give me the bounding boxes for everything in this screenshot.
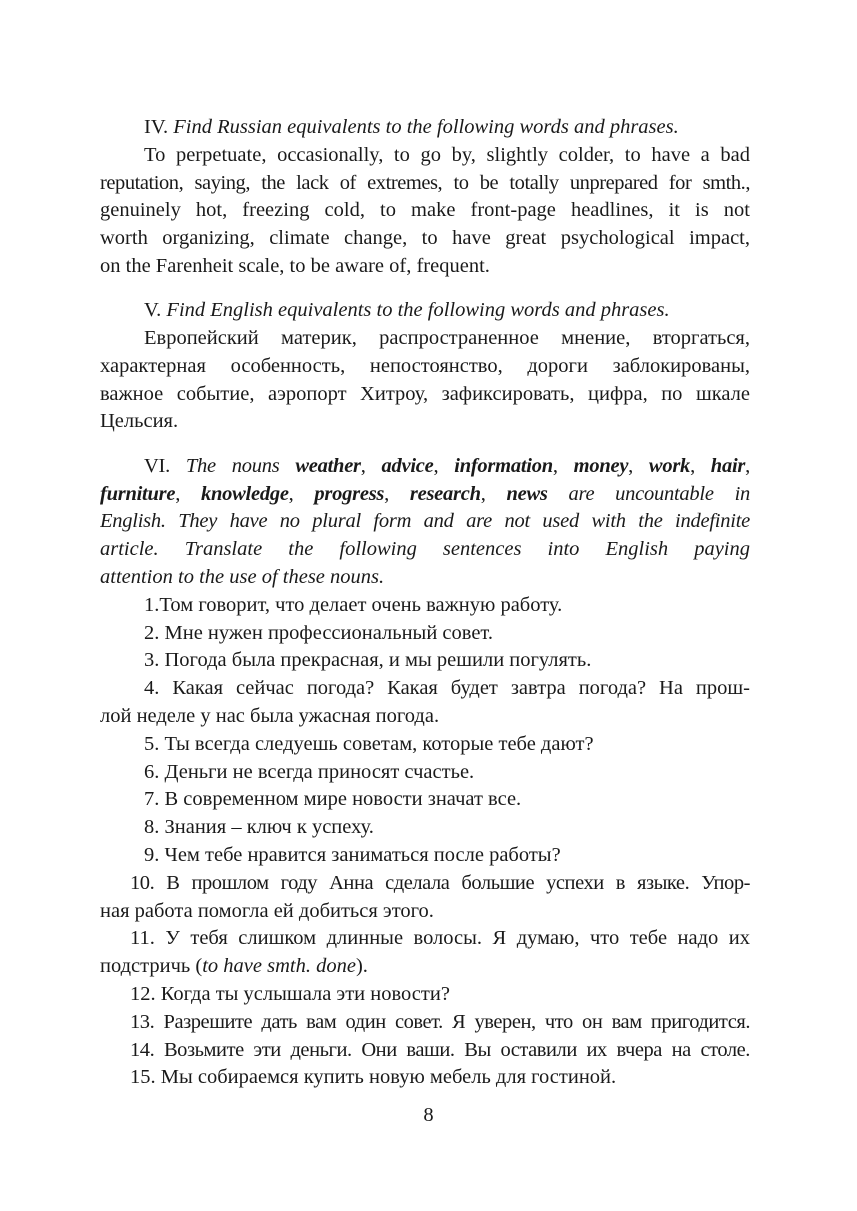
sentence-11-cont bbox=[100, 953, 750, 981]
section-iv-heading bbox=[100, 114, 750, 142]
instruction-text: are uncountable in bbox=[547, 482, 750, 505]
section-vi-heading: VI. The nouns weather, advice, information, money, work, hair, bbox=[144, 454, 750, 477]
noun: progress bbox=[314, 482, 385, 505]
sentence-15: 15. Мы собираемся купить новую мебель для гостиной. bbox=[130, 1066, 617, 1089]
section-instruction: Find Russian equivalents to the following words and phrases. bbox=[173, 116, 679, 138]
text-line bbox=[100, 564, 750, 592]
sentence-5: 5. Ты всегда следуешь советам, которые тебе дают? bbox=[144, 732, 594, 755]
instruction-text: attention to the use of these nouns. bbox=[100, 565, 385, 588]
text-line bbox=[100, 508, 750, 536]
sentence-4-cont: лой неделе у нас была ужасная погода. bbox=[100, 704, 440, 727]
sentence-11: 11. У тебя слишком длинные волосы. Я думаю, что тебе надо их bbox=[130, 927, 750, 950]
noun: advice bbox=[381, 454, 434, 477]
noun: information bbox=[454, 454, 553, 477]
text-line: genuinely hot, freezing cold, to make front-page headlines, it is not bbox=[100, 199, 750, 222]
text-line: Цельсия. bbox=[100, 410, 179, 433]
text-line: Европейский материк, распространенное мнение, вторгаться, bbox=[144, 327, 750, 350]
text-line: furniture, knowledge, progress, research, news are uncountable in bbox=[100, 482, 750, 505]
noun: hair bbox=[710, 454, 746, 477]
instruction-text: English. They have no plural form and are not used with the indefinite bbox=[100, 510, 750, 533]
section-number: V. bbox=[144, 299, 167, 322]
text: ). bbox=[355, 955, 368, 978]
noun: knowledge bbox=[200, 482, 289, 505]
text-line: on the Farenheit scale, to be aware of, frequent. bbox=[100, 254, 490, 277]
text-line: To perpetuate, occasionally, to go by, slightly colder, to have a bad bbox=[144, 143, 750, 166]
sentence-6: 6. Деньги не всегда приносят счастье. bbox=[144, 760, 475, 783]
text-line: важное событие, аэропорт Хитроу, зафиксировать, цифра, по шкале bbox=[100, 382, 750, 405]
sentence-10: 10. В прошлом году Анна сделала большие успехи в языке. Упор- bbox=[130, 871, 750, 894]
noun: news bbox=[506, 482, 548, 505]
sentence-9: 9. Чем тебе нравится заниматься после работы? bbox=[144, 843, 561, 866]
noun: furniture bbox=[100, 482, 176, 505]
sentence-8: 8. Знания – ключ к успеху. bbox=[144, 816, 374, 839]
sentence-4: 4. Какая сейчас погода? Какая будет завтра погода? На прош- bbox=[144, 677, 750, 700]
page-number: 8 bbox=[423, 1104, 434, 1126]
noun: money bbox=[573, 454, 629, 477]
noun: work bbox=[648, 454, 691, 477]
sentence-14: 14. Возьмите эти деньги. Они ваши. Вы оставили их вчера на столе. bbox=[130, 1038, 750, 1061]
sentence-10-cont: ная работа помогла ей добиться этого. bbox=[100, 899, 434, 922]
section-instruction: Find English equivalents to the following words and phrases. bbox=[166, 299, 670, 322]
sentence-1: 1.Том говорит, что делает очень важную работу. bbox=[144, 593, 563, 616]
sentence-2: 2. Мне нужен профессиональный совет. bbox=[144, 621, 493, 644]
text-line: worth organizing, climate change, to have great psychological impact, bbox=[100, 227, 750, 250]
text-line: reputation, saying, the lack of extremes, to be totally unprepared for smth., bbox=[100, 171, 750, 194]
instruction-text: The nouns bbox=[185, 454, 296, 477]
sentence-12: 12. Когда ты услышала эти новости? bbox=[130, 982, 450, 1005]
text: подстричь ( bbox=[100, 955, 203, 978]
sentence-7: 7. В современном мире новости значат все. bbox=[144, 788, 522, 811]
text-line bbox=[100, 536, 750, 564]
instruction-text: article. Translate the following sentences into English paying bbox=[100, 538, 750, 561]
hint-text: to have smth. done bbox=[202, 955, 356, 978]
section-number: IV. bbox=[144, 116, 174, 138]
sentence-3: 3. Погода была прекрасная, и мы решили погулять. bbox=[144, 649, 592, 672]
text-line: характерная особенность, непостоянство, дороги заблокированы, bbox=[100, 354, 750, 377]
section-number: VI. bbox=[144, 454, 186, 477]
sentence-13: 13. Разрешите дать вам один совет. Я уверен, что он вам пригодится. bbox=[130, 1010, 750, 1033]
noun: research bbox=[409, 482, 481, 505]
section-v-heading bbox=[100, 297, 750, 325]
noun: weather bbox=[295, 454, 361, 477]
page-body bbox=[100, 114, 750, 1092]
